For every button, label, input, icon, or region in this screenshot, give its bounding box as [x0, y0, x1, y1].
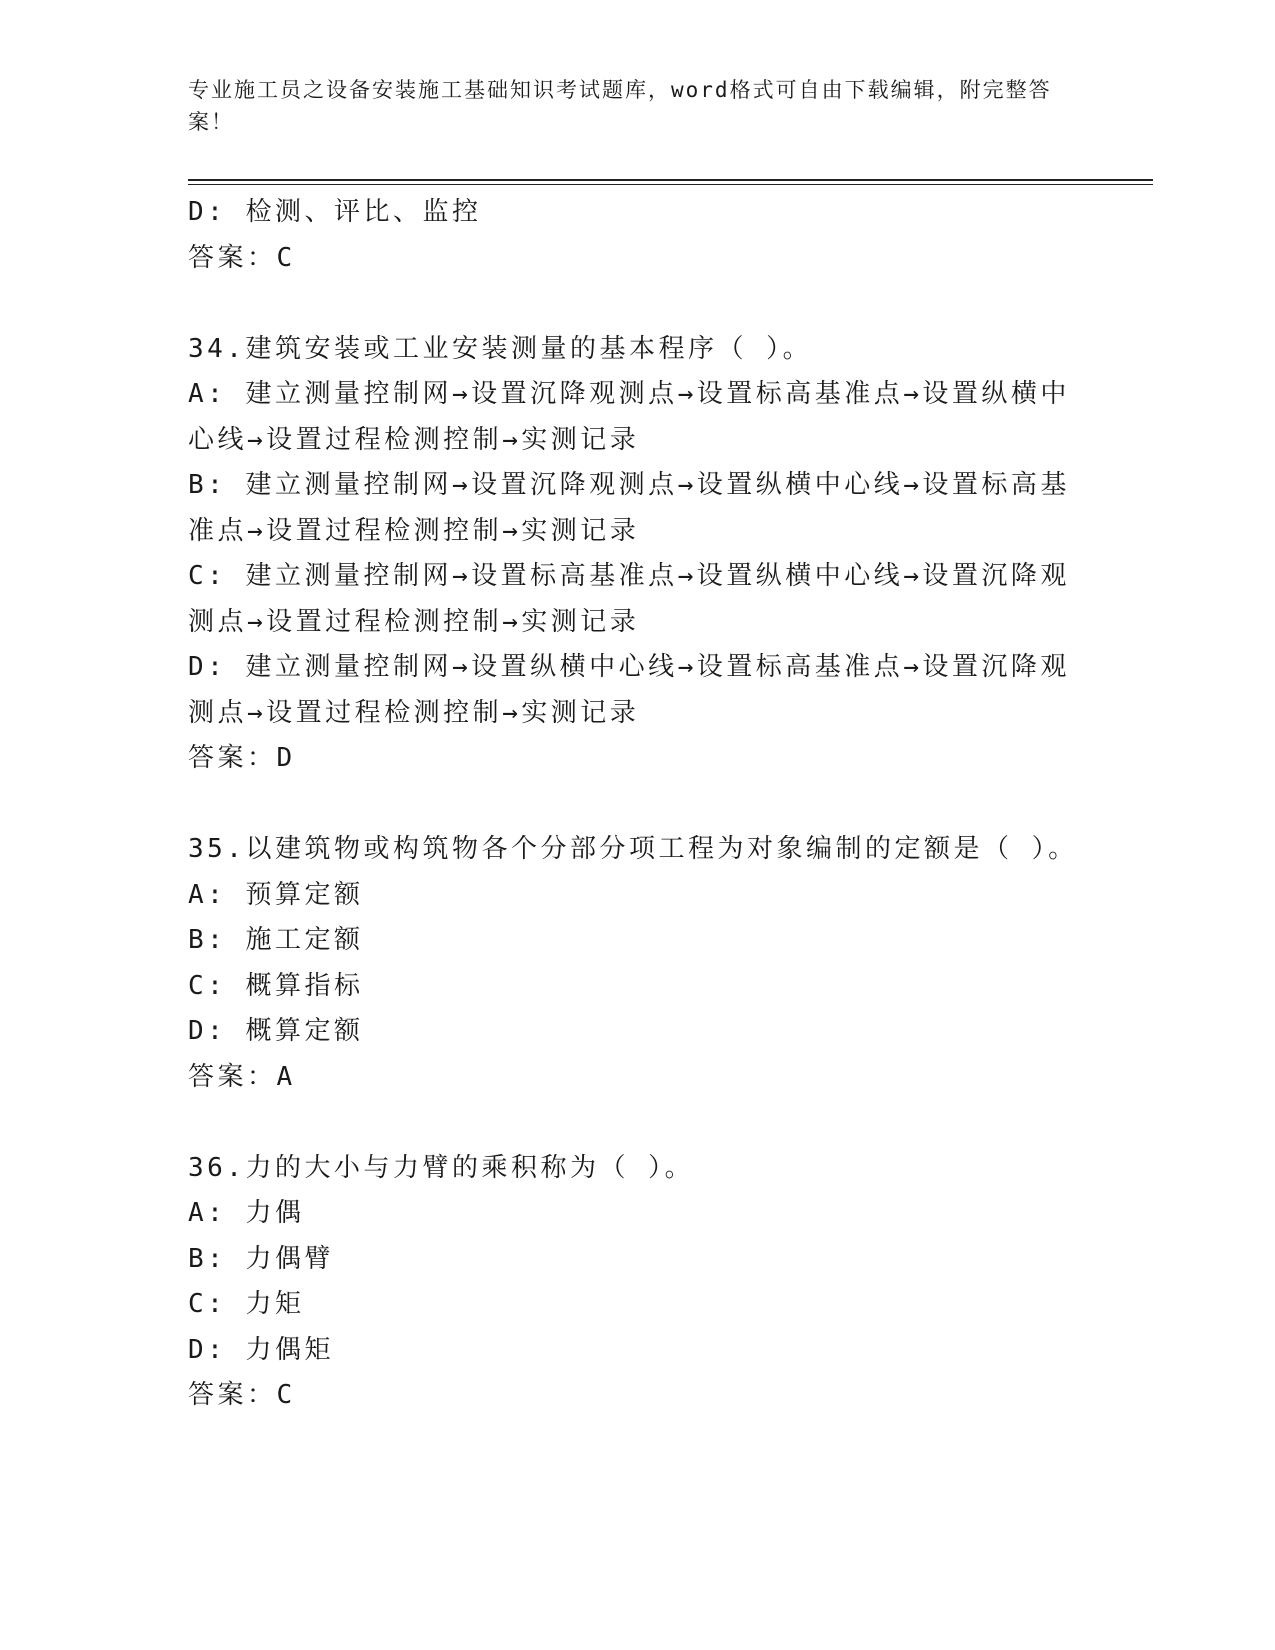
option-b: B: 施工定额	[188, 925, 364, 955]
answer-line: 答案：C	[188, 1380, 296, 1410]
spacer	[188, 281, 1078, 327]
option-a: A: 预算定额	[188, 879, 364, 910]
option-b: B: 建立测量控制网→设置沉降观测点→设置纵横中心线→设置标高基准点→设置过程检测控制→实测记录	[188, 470, 1070, 546]
spacer	[188, 1100, 1078, 1146]
option-c: C: 概算指标	[188, 970, 364, 1001]
answer-line: 答案：C	[188, 242, 296, 273]
previous-question-tail	[188, 190, 1078, 281]
question-35	[188, 827, 1078, 1100]
question-34	[188, 327, 1078, 782]
question-stem: 34.建筑安装或工业安装测量的基本程序（ ）。	[188, 333, 813, 364]
option-d: D: 力偶矩	[188, 1334, 334, 1365]
option-d: D: 检测、评比、监控	[188, 197, 482, 227]
option-c: C: 力矩	[188, 1289, 305, 1319]
option-a: A: 力偶	[188, 1198, 305, 1228]
spacer	[188, 782, 1078, 828]
question-stem: 35.以建筑物或构筑物各个分部分项工程为对象编制的定额是（ ）。	[188, 834, 1078, 864]
answer-line: 答案：A	[188, 1061, 296, 1092]
question-stem: 36.力的大小与力臂的乘积称为（ ）。	[188, 1152, 695, 1183]
option-c: C: 建立测量控制网→设置标高基准点→设置纵横中心线→设置沉降观测点→设置过程检测控制→实测记录	[188, 561, 1070, 637]
option-b: B: 力偶臂	[188, 1243, 334, 1274]
header-divider-thin	[188, 184, 1153, 185]
option-a: A: 建立测量控制网→设置沉降观测点→设置标高基准点→设置纵横中心线→设置过程检测控制→实测记录	[188, 379, 1070, 455]
answer-line: 答案：D	[188, 743, 296, 773]
header-divider-thick	[188, 179, 1153, 181]
question-36	[188, 1146, 1078, 1419]
page-header: 专业施工员之设备安装施工基础知识考试题库，word格式可自由下载编辑，附完整答案！	[188, 78, 1052, 134]
option-d: D: 建立测量控制网→设置纵横中心线→设置标高基准点→设置沉降观测点→设置过程检测控制→实测记录	[188, 652, 1070, 728]
question-content	[188, 190, 1078, 1419]
option-d: D: 概算定额	[188, 1016, 364, 1046]
